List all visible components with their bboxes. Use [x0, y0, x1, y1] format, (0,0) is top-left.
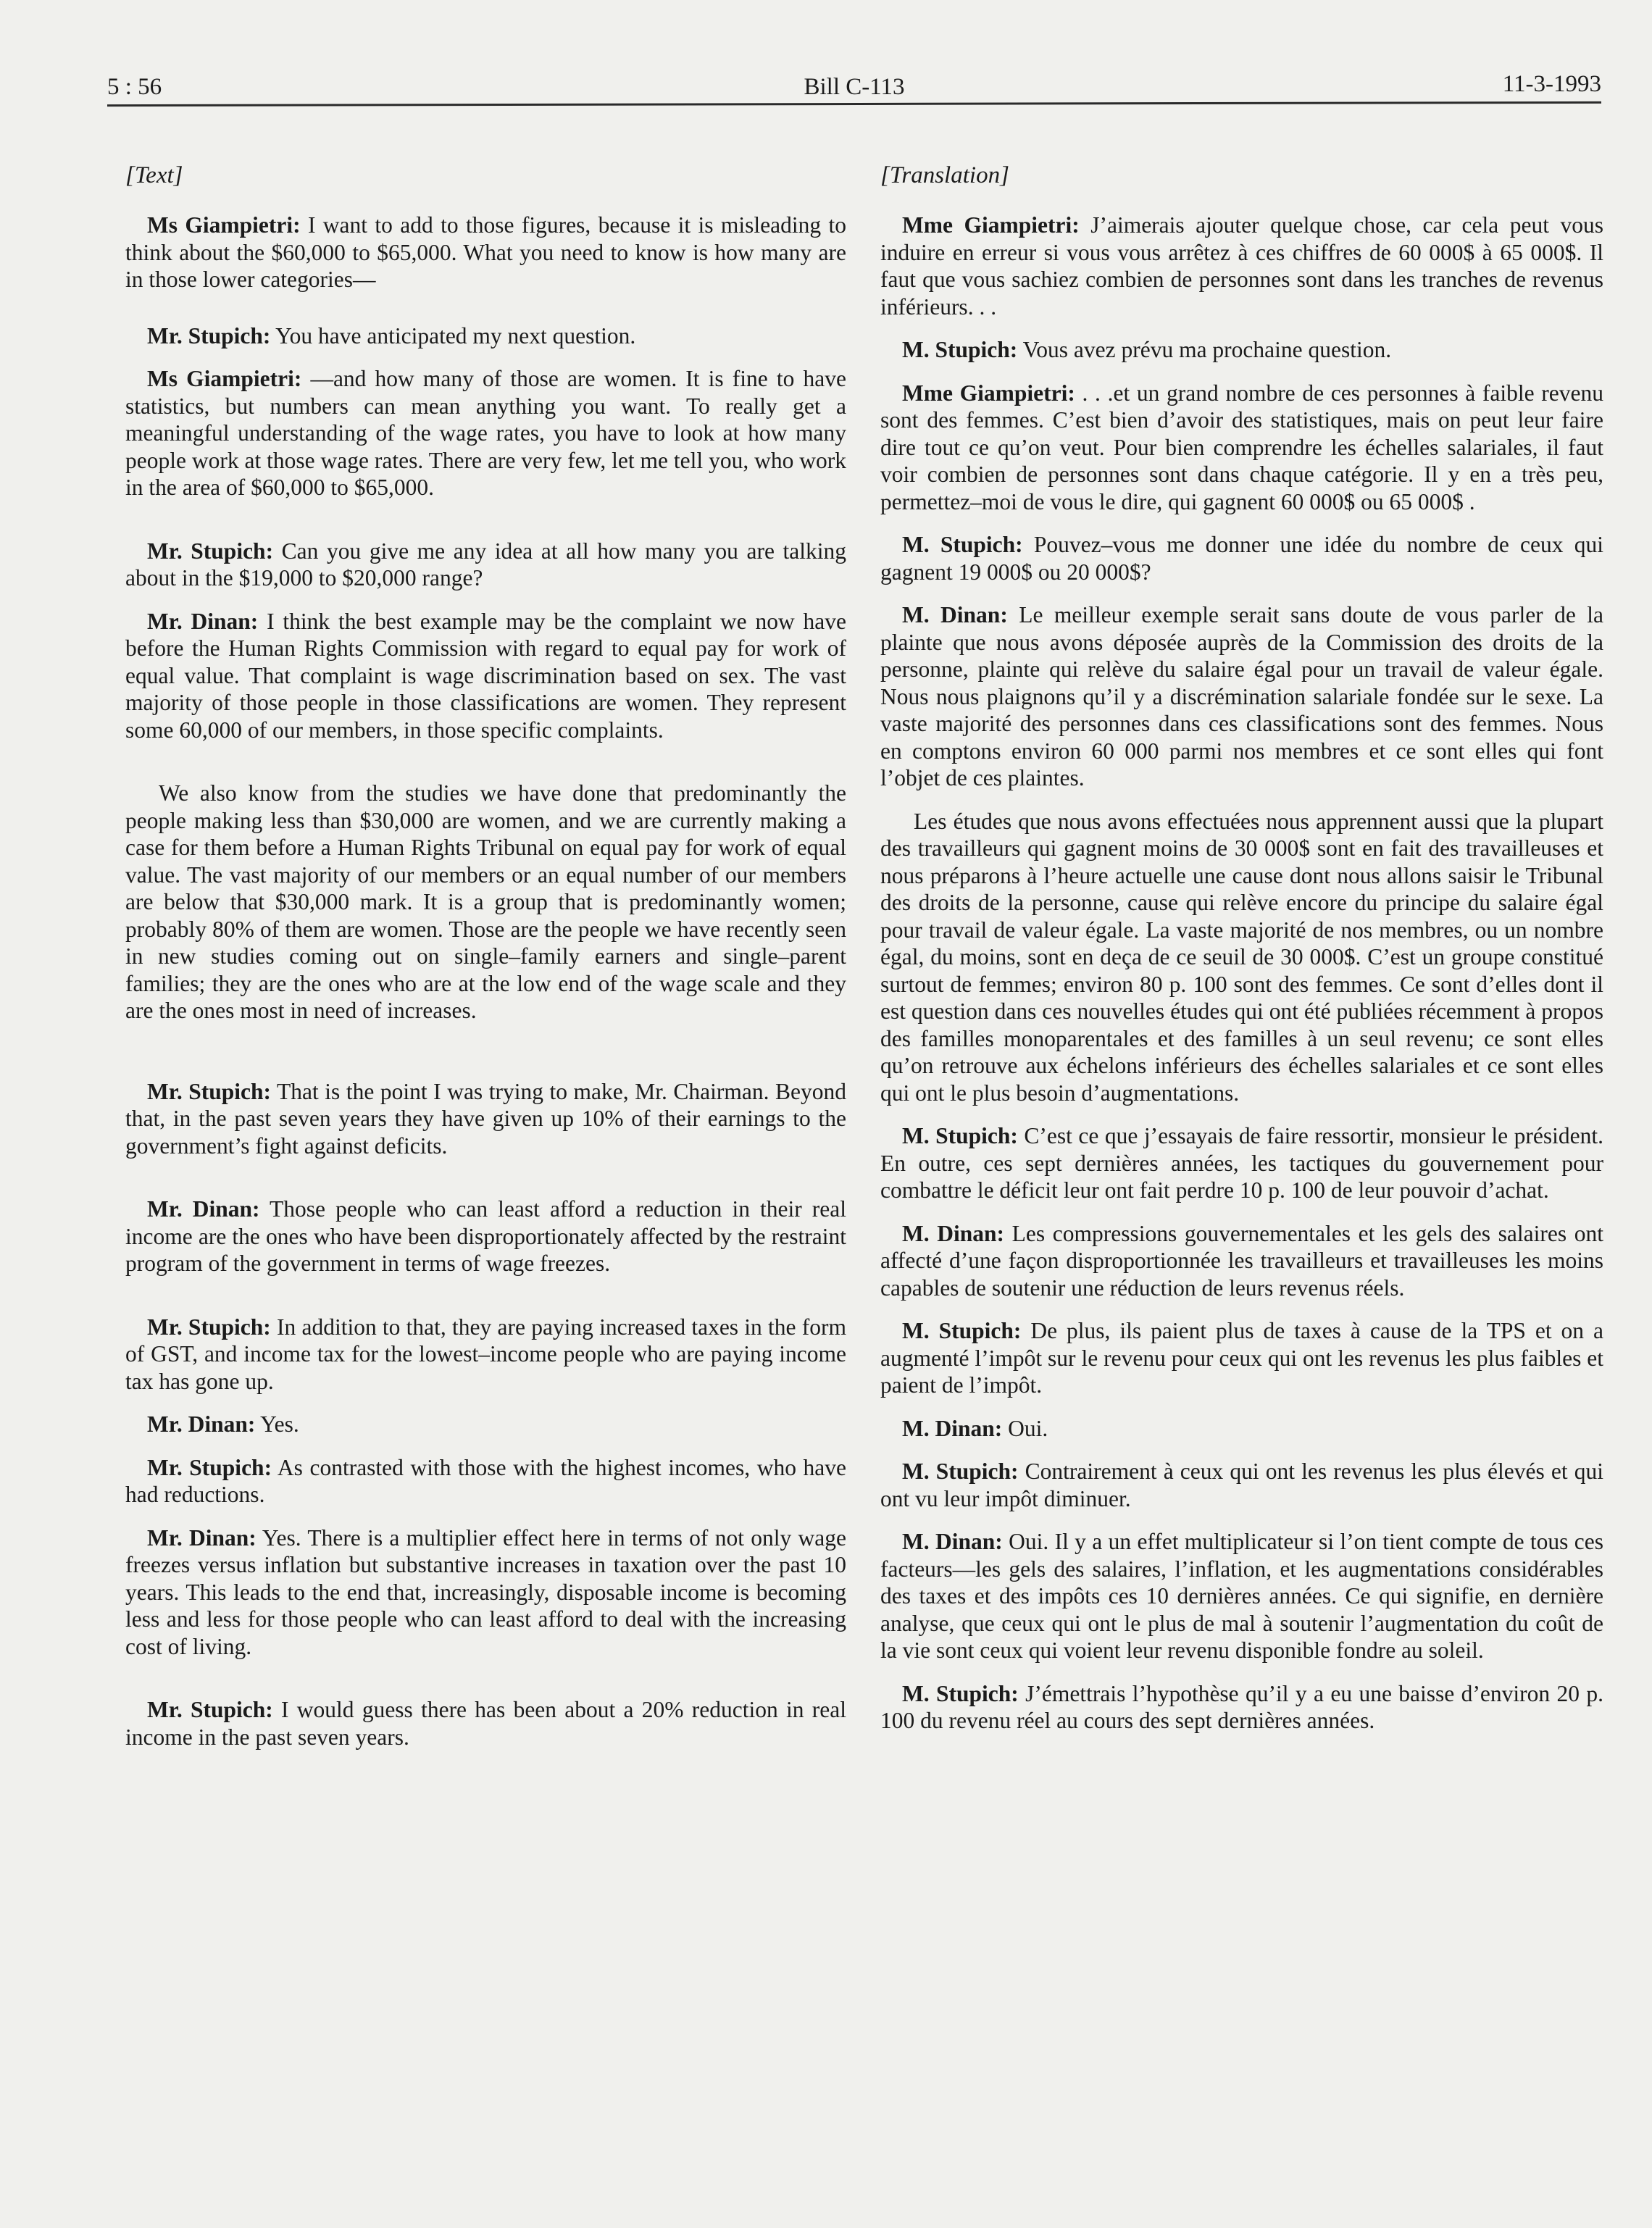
paragraph: [880, 601, 1603, 792]
paragraph-text: De plus, ils paient plus de taxes à cause de la TPS et on a augmenté l’impôt sur le revenu pour ceux qui ont les revenus les plus faibles et paient de l’impôt.: [880, 1318, 1603, 1398]
french-column: [880, 161, 1603, 1751]
speaker-name: Mme Giampietri:: [902, 212, 1080, 238]
speaker-name: M. Stupich:: [902, 337, 1018, 362]
paragraph: [125, 365, 846, 501]
paragraph-text: You have anticipated my next question.: [270, 322, 636, 349]
speaker-name: Mr. Stupich:: [147, 538, 274, 564]
paragraph-text: Can you give me any idea at all how many you are talking about in the $19,000 to $20,000 range?: [125, 538, 846, 591]
speaker-name: Mme Giampietri:: [902, 380, 1075, 406]
paragraph: [125, 1078, 846, 1160]
speaker-name: M. Dinan:: [902, 1415, 1003, 1441]
paragraph-text: Contrairement à ceux qui ont les revenus les plus élevés et qui ont vu leur impôt diminuer.: [880, 1459, 1603, 1511]
paragraph-text: Vous avez prévu ma prochaine question.: [1017, 337, 1392, 362]
paragraph-text: J’émettrais l’hypothèse qu’il y a eu une baisse d’environ 20 p. 100 du revenu réel au cours des sept dernières années.: [880, 1680, 1603, 1733]
paragraph: [880, 380, 1603, 516]
paragraph: [125, 212, 846, 293]
paragraph-text: C’est ce que j’essayais de faire ressortir, monsieur le président. En outre, ces sept dernières années, les tactiques du gouvernement pour combattre le déficit leur ont fait perdre 10 p. 100 de leur pouvoir d’achat.: [880, 1123, 1603, 1203]
english-column: [125, 161, 846, 1766]
paragraph-text: I would guess there has been about a 20% reduction in real income in the past seven years.: [125, 1697, 847, 1750]
speaker-name: Mr. Dinan:: [147, 1411, 256, 1437]
paragraph-text: Pouvez–vous me donner une idée du nombre de ceux qui gagnent 19 000$ ou 20 000$?: [880, 532, 1603, 585]
speaker-name: M. Stupich:: [902, 532, 1023, 557]
speaker-name: Mr. Dinan:: [147, 608, 259, 634]
speaker-name: Mr. Stupich:: [147, 322, 271, 349]
speaker-name: M. Dinan:: [902, 1220, 1005, 1246]
paragraph: [880, 1528, 1603, 1664]
paragraph-text: . . .et un grand nombre de ces personnes à faible revenu sont des femmes. C’est bien d’avoir des statistiques, mais on peut leur faire dire tout ce qu’on veut. Pour bien comprendre les échelles salariales, il faut voir combien de personnes sont dans chaque catégorie. Il y en a très peu, permettez–moi de vous le dire, qui gagnent 60 000$ ou 65 000$ .: [880, 380, 1603, 514]
speaker-name: Ms Giampietri:: [147, 212, 301, 238]
paragraph-text: —and how many of those are women. It is fine to have statistics, but numbers can mean anything you want. To really get a meaningful understanding of the wage rates, you have to look at how many people work at those wage rates. There are very few, let me tell you, who work in the area of $60,000 to $65,000.: [125, 366, 846, 500]
paragraph: [125, 322, 846, 350]
bill-title: Bill C-113: [804, 74, 905, 100]
paragraph-text: Le meilleur exemple serait sans doute de vous parler de la plainte que nous avons déposée auprès de la Commission des droits de la personne, plainte qui relève du salaire égal pour un travail de valeur égale. Nous nous plaignons qu’il y a discrémination salariale fondée sur le sexe. La vaste majorité des personnes dans ces classifications sont des femmes. Nous en comptons environ 60 000 parmi nos membres et ce sont elles qui font l’objet de ces plaintes.: [880, 602, 1603, 790]
column-label: [Translation]: [880, 162, 1009, 188]
speaker-name: M. Stupich:: [902, 1318, 1022, 1343]
speaker-name: M. Stupich:: [902, 1680, 1019, 1706]
paragraph: [880, 212, 1603, 320]
paragraph: [125, 1314, 846, 1395]
paragraph: [880, 1220, 1603, 1302]
paragraph-text: J’aimerais ajouter quelque chose, car cela peut vous induire en erreur si vous vous arrêtez à ces chiffres de 60 000$ à 65 000$. Il faut que vous sachiez combien de personnes sont dans les tranches de revenus inférieurs. . .: [880, 212, 1603, 320]
column-label: [Text]: [125, 162, 183, 188]
header-date: 11-3-1993: [1502, 71, 1601, 97]
speaker-name: Mr. Stupich:: [147, 1697, 273, 1722]
paragraph: [880, 808, 1603, 1107]
paragraph: [880, 1122, 1603, 1204]
paragraph: [880, 336, 1603, 364]
paragraph: [880, 1680, 1603, 1735]
speaker-name: M. Dinan:: [902, 602, 1008, 627]
paragraph-text: That is the point I was trying to make, Mr. Chairman. Beyond that, in the past seven years they have given up 10% of their earnings to the government’s fight against deficits.: [125, 1078, 846, 1159]
paragraph: [125, 1524, 846, 1661]
speaker-name: Mr. Stupich:: [147, 1314, 271, 1340]
paragraph: [125, 1411, 846, 1438]
paragraph-text: Yes. There is a multiplier effect here in terms of not only wage freezes versus inflation but substantive increases in taxation over the past 10 years. This leads to the end that, increasingly, disposable income is becoming less and less for those people who can least afford to deal with the increasing cost of living.: [125, 1524, 846, 1659]
paragraph: [880, 1458, 1603, 1512]
paragraph-text: I think the best example may be the complaint we now have before the Human Rights Commission with regard to equal pay for work of equal value. That complaint is wage discrimination based on sex. The vast majority of those people in those classifications are women. They represent some 60,000 of our members, in those specific complaints.: [125, 608, 846, 743]
paragraph: [125, 1454, 846, 1509]
paragraph-text: In addition to that, they are paying increased taxes in the form of GST, and income tax for the lowest–income people who are paying income tax has gone up.: [125, 1314, 847, 1394]
speaker-name: M. Stupich:: [902, 1459, 1019, 1484]
paragraph-text: As contrasted with those with the highest incomes, who have had reductions.: [125, 1454, 847, 1507]
paragraph: [125, 538, 846, 592]
page-number: 5 : 56: [107, 74, 162, 100]
paragraph-text: Les études que nous avons effectuées nous apprennent aussi que la plupart des travailleurs qui gagnent moins de 30 000$ sont en fait des travailleuses et nous préparons à l’heure actuelle une cause dont nous allons saisir le Tribunal des droits de la personne, cause qui relève encore du principe du salaire égal pour travail de valeur égale. La vaste majorité de nos membres, ou un nombre égal, du moins, sont en deça de ce seuil de 30 000$. C’est un groupe constitué surtout de femmes; environ 80 p. 100 sont des femmes. Ce sont d’elles dont il est question dans ces nouvelles études qui ont été publiées récemment à propos des familles monoparentales et des familles à un seul revenu; ce sont elles qu’on retrouve aux échelons inférieurs des échelles salariales et ce sont elles qui ont le plus besoin d’augmentations.: [880, 808, 1603, 1106]
paragraph: [125, 608, 846, 744]
paragraph-text: We also know from the studies we have done that predominantly the people making less than $30,000 are women, and we are currently making a case for them before a Human Rights Tribunal on equal pay for work of equal value. The vast majority of our members or an equal number of our members are below that $30,000 mark. It is a group that is predominantly women; probably 80% of them are women. Those are the people we have recently seen in new studies coming out on single–family earners and single–parent families; they are the ones who are at the low end of the wage scale and they are the ones most in need of increases.: [125, 780, 846, 1023]
paragraph-text: Les compressions gouvernementales et les gels des salaires ont affecté d’une façon disproportionnée les travailleurs et travailleuses les moins capables de soutenir une réduction de leurs revenus réels.: [880, 1220, 1603, 1301]
paragraph-text: Oui.: [1002, 1415, 1048, 1441]
speaker-name: Mr. Stupich:: [147, 1454, 272, 1480]
paragraph: [125, 1696, 846, 1751]
speaker-name: Mr. Dinan:: [147, 1524, 256, 1551]
paragraph-text: Yes.: [255, 1411, 299, 1437]
speaker-name: M. Stupich:: [902, 1123, 1018, 1148]
paragraph: [125, 780, 846, 1025]
paragraph-text: Those people who can least afford a reduction in their real income are the ones who have been disproportionately affected by the restraint program of the government in terms of wage freezes.: [125, 1196, 847, 1276]
paragraph-text: I want to add to those figures, because it is misleading to think about the $60,000 to $65,000. What you need to know is how many are in those lower categories—: [125, 212, 846, 292]
paragraph-text: Oui. Il y a un effet multiplicateur si l’on tient compte de tous ces facteurs—les gels des salaires, l’inflation, et les augmentations considérables des taxes et des impôts ces 10 dernières années. Ce qui signifie, en dernière analyse, que ceux qui ont le plus de mal à soutenir l’augmentation du coût de la vie sont ceux qui voient leur revenu disponible fondre au soleil.: [880, 1529, 1603, 1663]
paragraph: [880, 1415, 1603, 1443]
paragraph: [880, 1317, 1603, 1399]
speaker-name: Mr. Stupich:: [147, 1078, 272, 1104]
paragraph: [880, 531, 1603, 585]
paragraph: [125, 1196, 846, 1277]
speaker-name: Ms Giampietri:: [147, 366, 302, 391]
speaker-name: M. Dinan:: [902, 1529, 1003, 1554]
speaker-name: Mr. Dinan:: [147, 1196, 260, 1222]
